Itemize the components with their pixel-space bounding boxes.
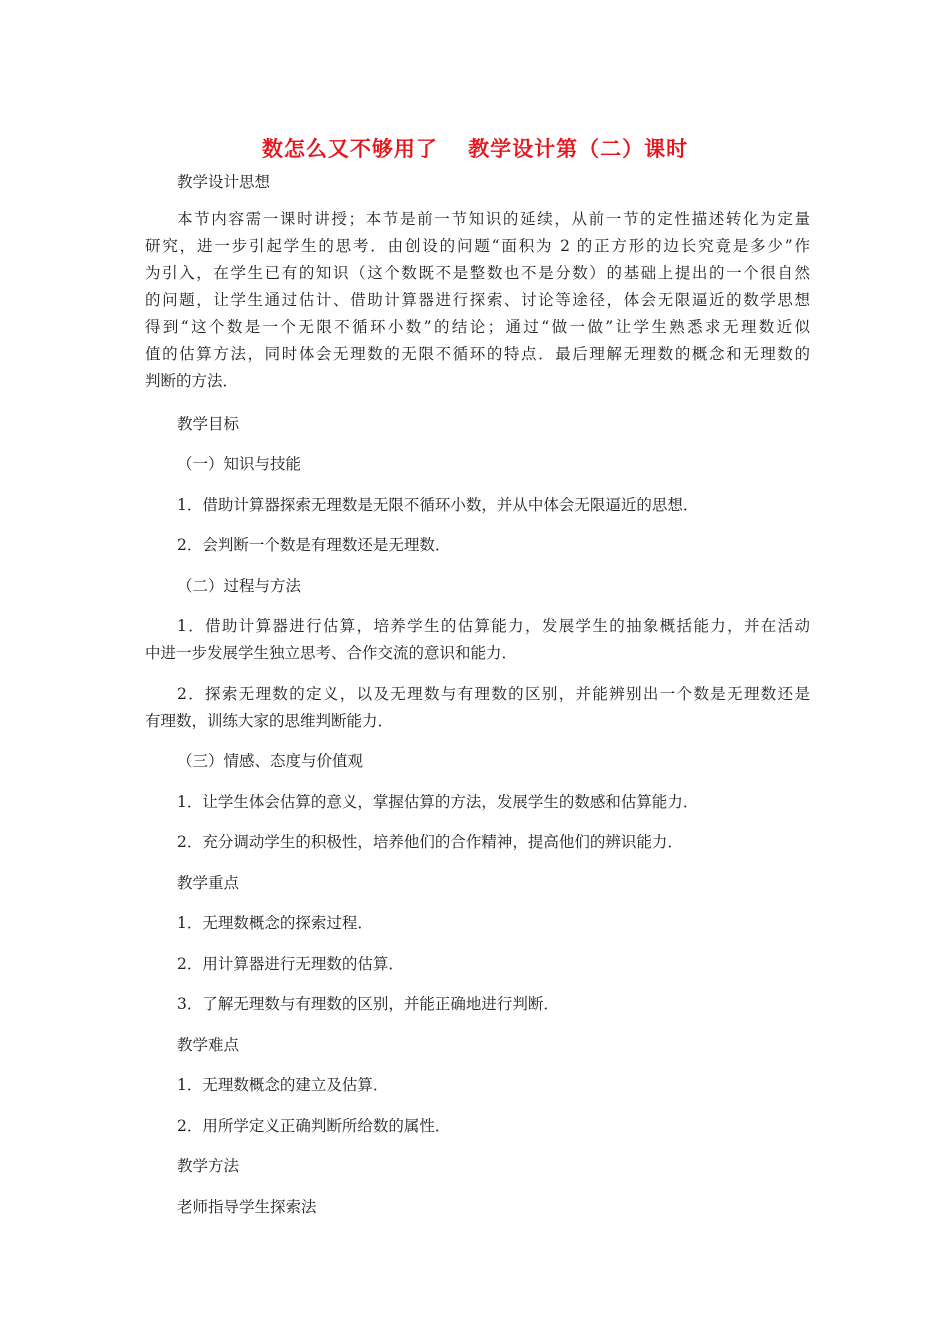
list-item: 2．探索无理数的定义，以及无理数与有理数的区别，并能辨别出一个数是无理数还是 — [177, 685, 810, 703]
paragraph-line: 为引入，在学生已有的知识（这个数既不是整数也不是分数）的基础上提出的一个很自然 — [145, 264, 810, 282]
list-item: 1．让学生体会估算的意义，掌握估算的方法，发展学生的数感和估算能力． — [177, 793, 699, 811]
document-title: 数怎么又不够用了 教学设计第（二）课时 — [261, 137, 689, 161]
list-item: 1．无理数概念的探索过程． — [177, 914, 373, 932]
section-heading-objectives: 教学目标 — [177, 415, 240, 433]
paragraph-line: 判断的方法． — [145, 372, 239, 390]
list-item: 2．用计算器进行无理数的估算． — [177, 955, 404, 973]
list-item-continuation: 有理数，训练大家的思维判断能力． — [145, 712, 394, 730]
section-heading-difficulties: 教学难点 — [177, 1036, 240, 1054]
list-item-continuation: 中进一步发展学生独立思考、合作交流的意识和能力． — [145, 644, 518, 662]
list-item: 1．借助计算器进行估算，培养学生的估算能力，发展学生的抽象概括能力，并在活动 — [177, 617, 810, 635]
subsection-heading: （三）情感、态度与价值观 — [177, 752, 364, 770]
paragraph-line: 研究，进一步引起学生的思考．由创设的问题“面积为 2 的正方形的边长究竟是多少”作 — [145, 237, 810, 255]
paragraph-line: 值的估算方法，同时体会无理数的无限不循环的特点．最后理解无理数的概念和无理数的 — [145, 345, 810, 363]
subsection-heading: （二）过程与方法 — [177, 577, 302, 595]
method-text: 老师指导学生探索法 — [177, 1198, 317, 1216]
list-item: 2．充分调动学生的积极性，培养他们的合作精神，提高他们的辨识能力． — [177, 833, 683, 851]
list-item: 2．用所学定义正确判断所给数的属性． — [177, 1117, 451, 1135]
list-item: 1．借助计算器探索无理数是无限不循环小数，并从中体会无限逼近的思想． — [177, 496, 699, 514]
paragraph-line: 得到“这个数是一个无限不循环小数”的结论；通过“做一做”让学生熟悉求无理数近似 — [145, 318, 810, 336]
section-heading-methods: 教学方法 — [177, 1157, 240, 1175]
list-item: 1．无理数概念的建立及估算． — [177, 1076, 389, 1094]
paragraph-line: 本节内容需一课时讲授；本节是前一节知识的延续，从前一节的定性描述转化为定量 — [177, 210, 810, 228]
list-item: 2．会判断一个数是有理数还是无理数． — [177, 536, 451, 554]
list-item: 3．了解无理数与有理数的区别，并能正确地进行判断． — [177, 995, 559, 1013]
subsection-heading: （一）知识与技能 — [177, 455, 302, 473]
paragraph-line: 的问题，让学生通过估计、借助计算器进行探索、讨论等途径，体会无限逼近的数学思想 — [145, 291, 810, 309]
section-heading-design-idea: 教学设计思想 — [177, 173, 271, 191]
section-heading-key-points: 教学重点 — [177, 874, 240, 892]
